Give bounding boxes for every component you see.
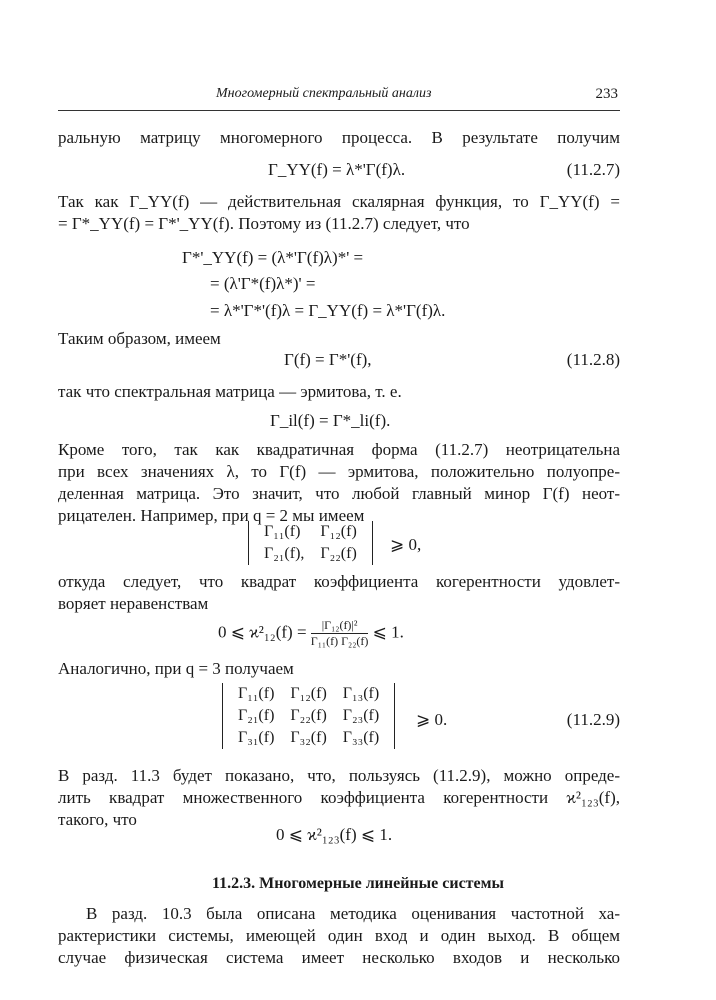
text-line: Так как Γ_YY(f) — действительная скалярная функция, то Γ_YY(f) =	[58, 192, 620, 211]
fraction-numerator: |Γ₁₂(f)|²	[311, 618, 369, 634]
equation-number: (11.2.8)	[566, 350, 620, 369]
text-line: В разд. 10.3 была описана методика оценивания частотной ха-	[86, 904, 620, 923]
matrix-cell: Γ₂₂(f)	[290, 707, 327, 724]
text-line: рицателен. Например, при q = 2 мы имеем	[58, 506, 365, 525]
text-line: такого, что	[58, 810, 137, 829]
equation-conjugate-3: = λ*'Γ*'(f)λ = Γ_YY(f) = λ*'Γ(f)λ.	[210, 301, 446, 320]
multiple-coherence-inequality: 0 ⩽ ϰ²₁₂₃(f) ⩽ 1.	[276, 825, 393, 844]
matrix-cell: Γ₁₂(f)	[290, 685, 327, 702]
equation-hermitian: Γ_il(f) = Γ*_li(f).	[270, 411, 391, 430]
determinant-2x2	[248, 521, 373, 565]
section-heading: 11.2.3. Многомерные линейные системы	[211, 875, 505, 892]
equation-conjugate-2: = (λ'Γ*(f)λ*)' =	[210, 274, 316, 293]
matrix-cell: Γ₃₁(f)	[238, 729, 275, 746]
matrix-cell: Γ₁₁(f)	[264, 523, 301, 540]
text-line: откуда следует, что квадрат коэффициента когерентности удовлет-	[58, 572, 620, 591]
coherence-fraction	[311, 618, 369, 649]
fraction-denominator: Γ₁₁(f) Γ₂₂(f)	[310, 634, 369, 648]
matrix-cell: Γ₂₁(f)	[238, 707, 275, 724]
equation-number: (11.2.9)	[566, 710, 620, 729]
matrix-cell: Γ₁₃(f)	[342, 685, 380, 702]
matrix-cell: Γ₃₃(f)	[342, 729, 380, 746]
determinant-3x3	[222, 683, 395, 749]
matrix-cell: Γ₂₂(f)	[320, 545, 357, 562]
text-line: лить квадрат множественного коэффициента когерентности ϰ²₁₂₃(f),	[58, 788, 620, 807]
matrix-cell: Γ₁₁(f)	[238, 685, 275, 702]
coherence-right: ⩽ 1.	[372, 622, 404, 642]
text-line: = Γ*_YY(f) = Γ*'_YY(f). Поэтому из (11.2.7) следует, что	[58, 214, 470, 233]
running-title: Многомерный спектральный анализ	[216, 86, 432, 101]
coherence-left: 0 ⩽ ϰ²₁₂(f) =	[218, 622, 307, 642]
running-header	[58, 86, 618, 108]
text-line: ральную матрицу многомерного процесса. В результате получим	[58, 128, 620, 147]
equation-conjugate-1: Γ*'_YY(f) = (λ*'Γ(f)λ)*' =	[182, 248, 364, 267]
text-line: Таким образом, имеем	[58, 329, 221, 348]
coherence-inequality	[218, 618, 404, 649]
matrix-cell: Γ₃₂(f)	[290, 729, 327, 746]
page-number: 233	[595, 86, 618, 102]
inequality-relation: ⩾ 0,	[390, 535, 422, 554]
equation-number: (11.2.7)	[566, 160, 620, 179]
text-line: Кроме того, так как квадратичная форма (11.2.7) неотрицательна	[58, 440, 620, 459]
inequality-relation: ⩾ 0.	[416, 710, 448, 729]
text-line: Аналогично, при q = 3 получаем	[58, 659, 294, 678]
text-line: при всех значениях λ, то Γ(f) — эрмитова, положительно полуопре-	[58, 462, 620, 481]
equation-11-2-8: Γ(f) = Γ*'(f),	[284, 350, 372, 369]
matrix-cell: Γ₂₃(f)	[342, 707, 380, 724]
matrix-cell: Γ₁₂(f)	[320, 523, 357, 540]
equation-11-2-7: Γ_YY(f) = λ*'Γ(f)λ.	[268, 160, 406, 179]
text-line: В разд. 11.3 будет показано, что, пользуясь (11.2.9), можно опреде-	[58, 766, 620, 785]
text-line: случае физическая система имеет несколько входов и несколько	[58, 948, 620, 967]
text-line: деленная матрица. Это значит, что любой главный минор Γ(f) неот-	[58, 484, 620, 503]
text-line: так что спектральная матрица — эрмитова, т. е.	[58, 382, 402, 401]
matrix-cell: Γ₂₁(f),	[264, 545, 305, 562]
text-line: рактеристики системы, имеющей один вход и один выход. В общем	[58, 926, 620, 945]
text-line: воряет неравенствам	[58, 594, 209, 613]
header-rule	[58, 110, 620, 111]
